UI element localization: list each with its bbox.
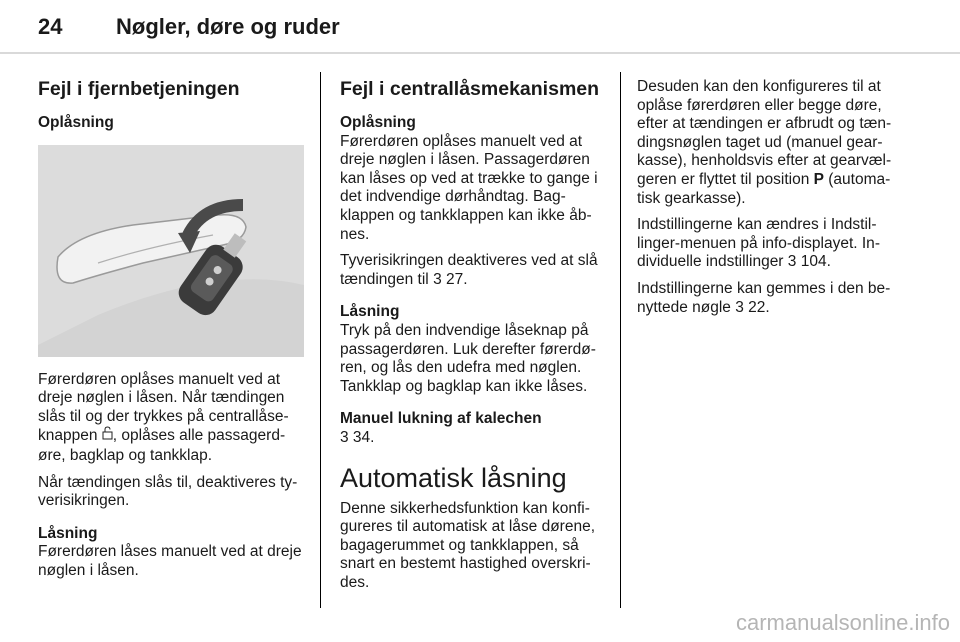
auto-lock-paragraph-1: Denne sikkerhedsfunktion kan konfigureres til automatisk at låse dørene, bagagerummet og tankklappen, så snart en bestemt hastighed overskrides. [340, 499, 596, 591]
subheading-manual-roof: Manuel lukning af kalechen [340, 410, 542, 428]
subheading-unlock: Oplåsning [38, 114, 114, 131]
section-heading-auto-lock: Automatisk låsning [340, 462, 567, 493]
header-divider [0, 52, 960, 54]
section-heading-central-lock-failure: Fejl i centrallåsmekanismen [340, 78, 600, 100]
subheading-lock: Låsning [38, 524, 98, 542]
page-title: Nøgler, døre og ruder [116, 14, 340, 39]
key-reference-link[interactable]: 3 22. [735, 298, 770, 316]
lock-paragraph-1: Førerdøren låses manuelt ved at dreje nøglen i låsen. [38, 543, 302, 579]
section-heading-remote-failure: Fejl i fjernbetjeningen [38, 78, 240, 100]
central-lock-button-icon [102, 429, 113, 444]
watermark: carmanualsonline.info [735, 610, 950, 635]
auto-lock-paragraph-4: Indstillingerne kan gemmes i den benyttede nøgle 3 22. [637, 279, 891, 316]
column-divider-1 [320, 72, 321, 608]
door-handle-key-illustration [38, 145, 304, 357]
column-1 [38, 78, 306, 589]
column-divider-2 [620, 72, 621, 608]
column-2 [340, 78, 608, 600]
column-3 [637, 78, 907, 325]
unlock-paragraph-4: Tyverisikringen deaktiveres ved at slå tændingen til 3 27. [340, 252, 598, 288]
auto-lock-paragraph-3: Indstillingerne kan ændres i Indstillinger-menuen på info-displayet. Individuelle indstillinger 3 104. [637, 216, 880, 271]
unlock-paragraph-2: Når tændingen slås til, deaktiveres tyverisikringen. [38, 473, 298, 510]
manual-roof-reference-link[interactable]: 3 34. [340, 428, 375, 446]
subheading-unlock-2: Oplåsning [340, 114, 416, 131]
page-reference-link[interactable]: 3 27. [433, 270, 468, 288]
page-number: 24 [38, 14, 63, 39]
lock-paragraph-2: Tryk på den indvendige låseknap på passagerdøren. Luk derefter førerdøren, og lås den udefra med nøglen. Tankklap og bagklap kan ikke låses. [340, 321, 596, 395]
unlock-paragraph-1: Førerdøren oplåses manuelt ved at dreje nøglen i låsen. Når tændingen slås til og der trykkes på centrallåseknappen , oplåses alle passagerdøre, bagklap og tankklap. [38, 370, 289, 464]
unlock-paragraph-3: Førerdøren oplåses manuelt ved at dreje nøglen i låsen. Passagerdøren kan låses op ved at trække to gange i det indvendige dørhåndtag. Bagklappen og tankklappen kan ikke åbnes. [340, 132, 598, 243]
settings-reference-link[interactable]: 3 104. [787, 253, 831, 271]
page-header [38, 14, 340, 40]
auto-lock-paragraph-2: Desuden kan den konfigureres til at oplåse førerdøren eller begge døre, efter at tændingen er afbrudt og tændingsnøglen taget ud (manuel gearkasse), henholdsvis efter at gearvælgeren er flyttet til position P (automatisk gearkasse). [637, 78, 892, 207]
subheading-lock-2: Låsning [340, 303, 400, 321]
